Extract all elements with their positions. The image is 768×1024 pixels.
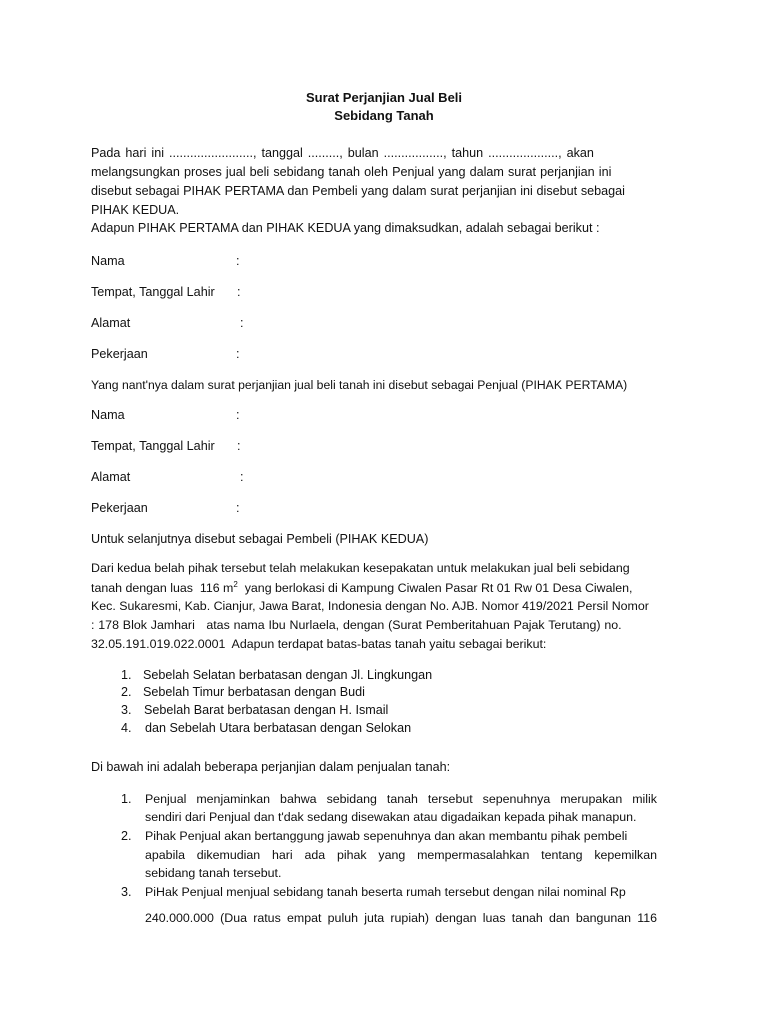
party2-ttl-colon: : (237, 439, 241, 453)
agreement-2-line-3: sebidang tanah tersebut. (145, 866, 282, 880)
party2-nama-label: Nama (91, 408, 125, 422)
party1-alamat-label: Alamat (91, 316, 131, 330)
list-number: 3. (121, 703, 132, 717)
agreement-2-line-1: Pihak Penjual akan bertanggung jawab sepenuhnya dan akan membantu pihak pembeli (145, 829, 628, 843)
intro-text-1: Pada hari ini ........................, tanggal ........., bulan ................., tahun ...................., akan (91, 146, 594, 160)
party1-alamat-colon: : (240, 316, 244, 330)
intro-line-1 (91, 146, 679, 160)
party2-pekerjaan-label: Pekerjaan (91, 501, 148, 515)
party2-nama-colon: : (236, 408, 240, 422)
dari-line-5: 32.05.191.019.022.0001 Adapun terdapat batas-batas tanah yaitu sebagai berikut: (91, 637, 547, 651)
dari-line-2 (91, 580, 632, 595)
agreement-3-line-1: PiHak Penjual menjual sebidang tanah beserta rumah tersebut dengan nilai nominal Rp (145, 885, 626, 899)
party2-ttl-label: Tempat, Tanggal Lahir (91, 439, 215, 453)
list-text: Sebelah Barat berbatasan dengan H. Ismail (144, 703, 389, 717)
party2-note: Untuk selanjutnya disebut sebagai Pembeli (PIHAK KEDUA) (91, 532, 429, 546)
intro-line-2: melangsungkan proses jual beli sebidang tanah oleh Penjual yang dalam surat perjanjian ini (91, 165, 612, 179)
list-text: Sebelah Selatan berbatasan dengan Jl. Lingkungan (143, 668, 433, 682)
party1-pekerjaan-colon: : (236, 347, 240, 361)
dari-line-4: : 178 Blok Jamhari atas nama Ibu Nurlaela, dengan (Surat Pemberitahuan Pajak Terutang) no. (91, 618, 622, 632)
party2-alamat-label: Alamat (91, 470, 131, 484)
agreement-1-line-1: Penjual menjaminkan bahwa sebidang tanah tersebut sepenuhnya merupakan milik (145, 792, 657, 806)
list-number: 2. (121, 685, 132, 699)
agreement-3-line-2: 240.000.000 (Dua ratus empat puluh juta rupiah) dengan luas tanah dan bangunan 116 (145, 911, 657, 925)
party1-ttl-colon: : (237, 285, 241, 299)
adapun-line: Adapun PIHAK PERTAMA dan PIHAK KEDUA yang dimaksudkan, adalah sebagai berikut : (91, 221, 600, 235)
agreement-number: 2. (121, 829, 132, 843)
dari-line-2b: yang berlokasi di Kampung Ciwalen Pasar Rt 01 Rw 01 Desa Ciwalen, (237, 581, 633, 596)
document-title: Surat Perjanjian Jual Beli (305, 90, 463, 105)
agreement-number: 1. (121, 792, 132, 806)
list-text: dan Sebelah Utara berbatasan dengan Selokan (145, 721, 412, 735)
agreement-1-line-2: sendiri dari Penjual dan t'dak sedang disewakan atau digadaikan kepada pihak manapun. (145, 810, 637, 824)
document-subtitle: Sebidang Tanah (334, 108, 434, 123)
party1-pekerjaan-label: Pekerjaan (91, 347, 148, 361)
agreement-number: 3. (121, 885, 132, 899)
party2-alamat-colon: : (240, 470, 244, 484)
party1-note: Yang nant'nya dalam surat perjanjian jual beli tanah ini disebut sebagai Penjual (PIHAK PERTAMA) (91, 378, 628, 392)
intro-line-4: PIHAK KEDUA. (91, 203, 180, 217)
list-text: Sebelah Timur berbatasan dengan Budi (143, 685, 365, 699)
intro-line-3: disebut sebagai PIHAK PERTAMA dan Pembeli yang dalam surat perjanjian ini disebut sebagai (91, 184, 625, 198)
dari-line-1: Dari kedua belah pihak tersebut telah melakukan kesepakatan untuk melakukan jual beli sebidang (91, 561, 630, 575)
list-number: 1. (121, 668, 132, 682)
party1-nama-colon: : (236, 254, 240, 268)
agreement-2-line-2: apabila dikemudian hari ada pihak yang mempermasalahkan tentang kepemilkan (145, 848, 657, 862)
dari-line-3: Kec. Sukaresmi, Kab. Cianjur, Jawa Barat, Indonesia dengan No. AJB. Nomor 419/2021 Persil Nomor (91, 599, 649, 613)
dari-line-2a: tanah dengan luas 116 m (91, 581, 234, 596)
party1-ttl-label: Tempat, Tanggal Lahir (91, 285, 215, 299)
list-number: 4. (121, 721, 132, 735)
area-superscript: 2 (233, 580, 238, 589)
agreements-intro: Di bawah ini adalah beberapa perjanjian dalam penjualan tanah: (91, 760, 451, 774)
party2-pekerjaan-colon: : (236, 501, 240, 515)
party1-nama-label: Nama (91, 254, 125, 268)
